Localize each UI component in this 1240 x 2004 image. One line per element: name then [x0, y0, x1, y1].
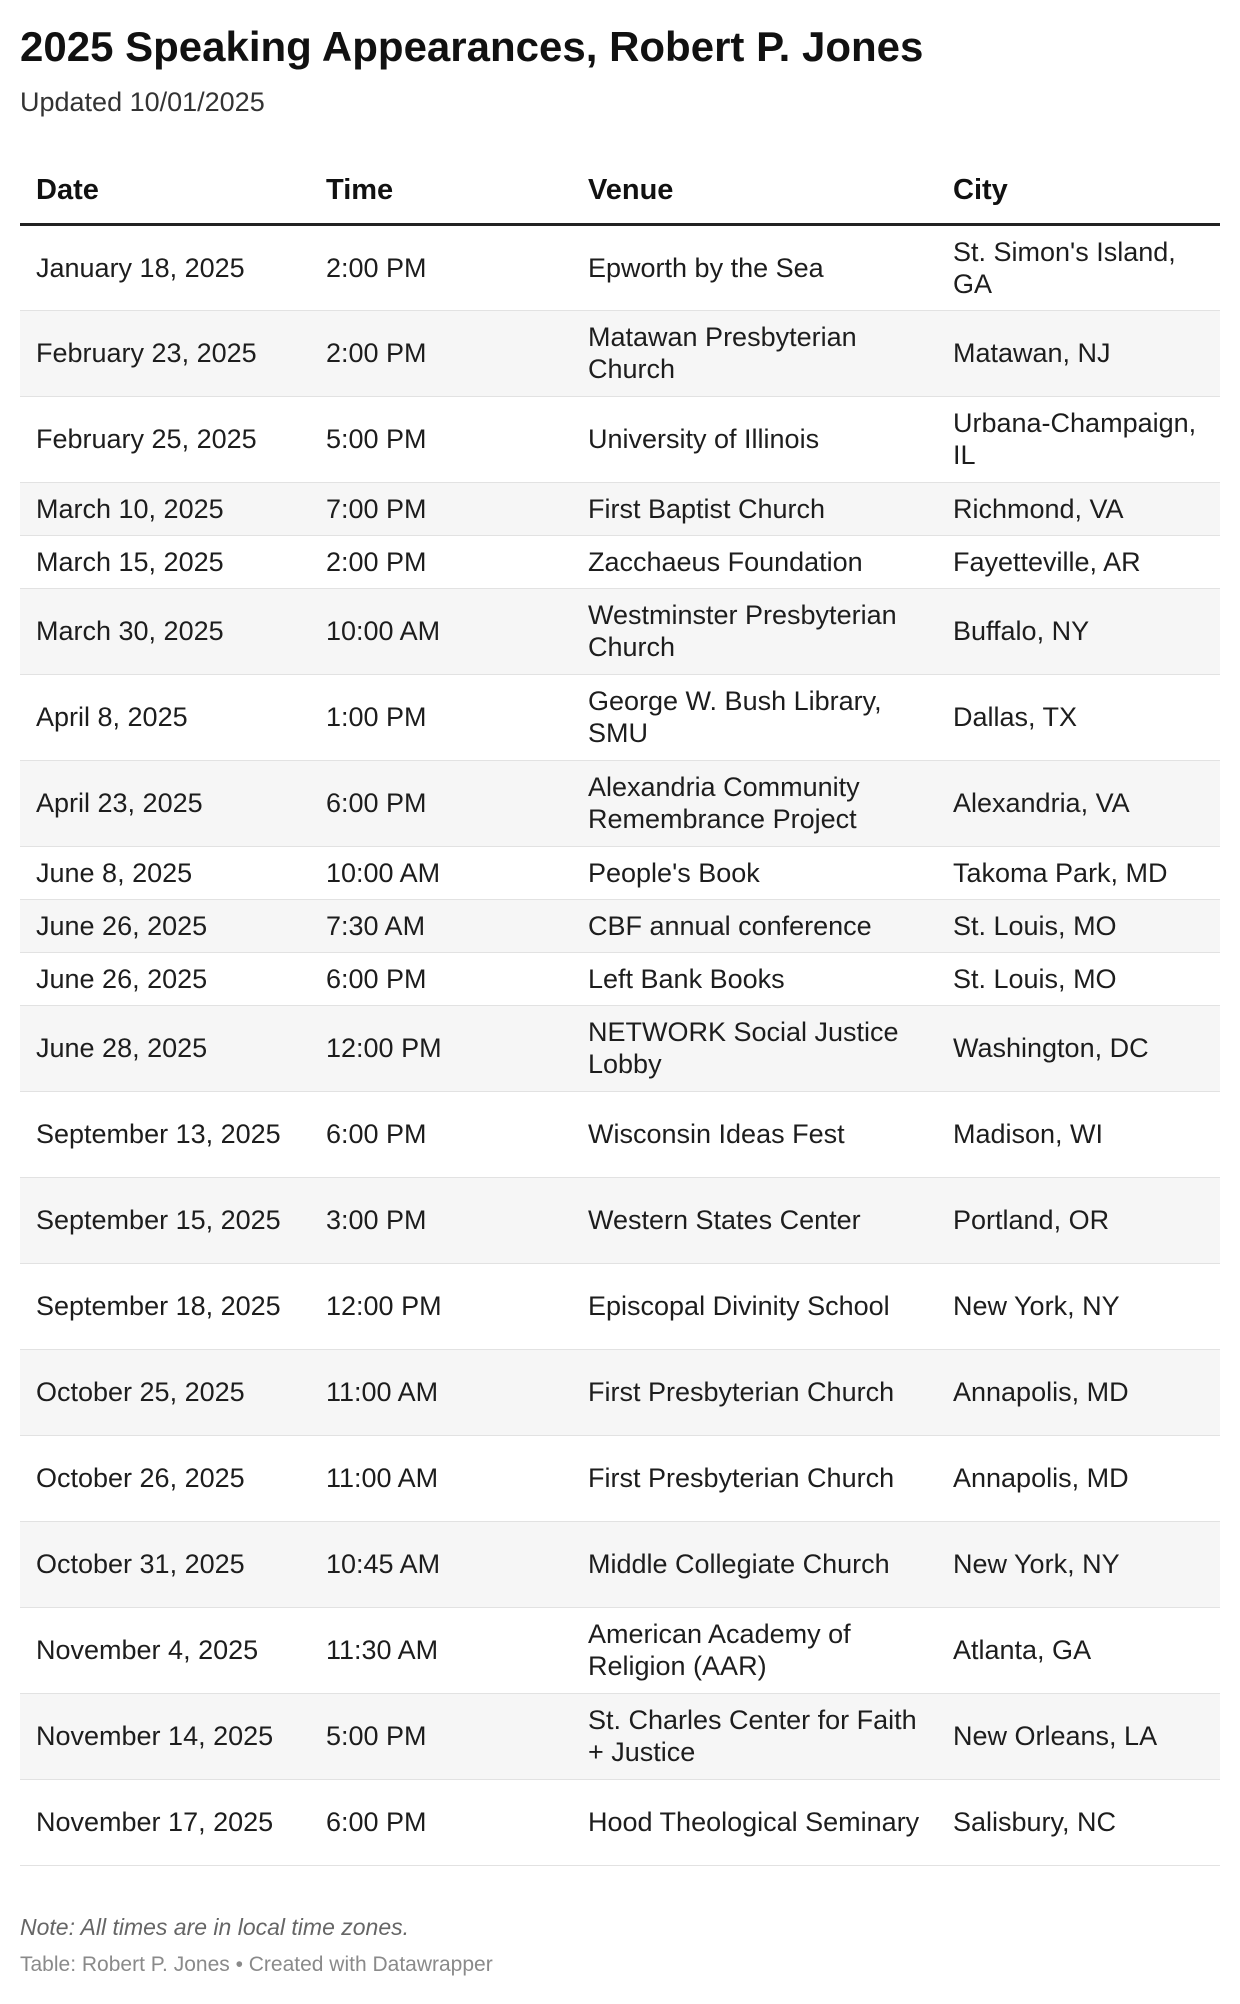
cell-city: Madison, WI [937, 1091, 1220, 1177]
cell-city: St. Louis, MO [937, 899, 1220, 952]
cell-time: 5:00 PM [310, 396, 572, 482]
cell-time: 11:00 AM [310, 1435, 572, 1521]
cell-time: 10:00 AM [310, 846, 572, 899]
cell-venue: Wisconsin Ideas Fest [572, 1091, 937, 1177]
cell-venue: Hood Theological Seminary [572, 1779, 937, 1865]
cell-date: November 17, 2025 [20, 1779, 310, 1865]
cell-city: Portland, OR [937, 1177, 1220, 1263]
updated-date: Updated 10/01/2025 [20, 87, 265, 118]
cell-date: June 8, 2025 [20, 846, 310, 899]
cell-time: 12:00 PM [310, 1005, 572, 1091]
table-row [20, 899, 1220, 952]
cell-city: Annapolis, MD [937, 1435, 1220, 1521]
cell-time: 3:00 PM [310, 1177, 572, 1263]
cell-date: November 4, 2025 [20, 1607, 310, 1693]
cell-venue: First Baptist Church [572, 482, 937, 535]
cell-venue: Western States Center [572, 1177, 937, 1263]
cell-venue: Zacchaeus Foundation [572, 535, 937, 588]
cell-city: Annapolis, MD [937, 1349, 1220, 1435]
source-credit: Table: Robert P. Jones • Created with Datawrapper [20, 1952, 493, 1976]
cell-date: September 18, 2025 [20, 1263, 310, 1349]
cell-venue: Alexandria Community Remembrance Project [572, 760, 937, 846]
table-row [20, 224, 1220, 310]
cell-time: 11:00 AM [310, 1349, 572, 1435]
cell-time: 6:00 PM [310, 1091, 572, 1177]
cell-date: October 31, 2025 [20, 1521, 310, 1607]
cell-venue: St. Charles Center for Faith + Justice [572, 1693, 937, 1779]
cell-date: January 18, 2025 [20, 224, 310, 310]
cell-time: 6:00 PM [310, 1779, 572, 1865]
table-row [20, 1521, 1220, 1607]
cell-date: April 23, 2025 [20, 760, 310, 846]
cell-venue: People's Book [572, 846, 937, 899]
cell-date: February 25, 2025 [20, 396, 310, 482]
cell-time: 12:00 PM [310, 1263, 572, 1349]
cell-city: Salisbury, NC [937, 1779, 1220, 1865]
table-row [20, 1779, 1220, 1865]
cell-time: 10:45 AM [310, 1521, 572, 1607]
cell-city: Dallas, TX [937, 674, 1220, 760]
table-row [20, 310, 1220, 396]
table-row [20, 1263, 1220, 1349]
cell-time: 7:30 AM [310, 899, 572, 952]
table-row [20, 1005, 1220, 1091]
table-row [20, 1607, 1220, 1693]
table-row [20, 535, 1220, 588]
cell-city: Atlanta, GA [937, 1607, 1220, 1693]
cell-city: Washington, DC [937, 1005, 1220, 1091]
cell-venue: Matawan Presbyterian Church [572, 310, 937, 396]
cell-time: 6:00 PM [310, 760, 572, 846]
cell-time: 7:00 PM [310, 482, 572, 535]
cell-date: June 26, 2025 [20, 899, 310, 952]
cell-venue: Westminster Presbyterian Church [572, 588, 937, 674]
table-row [20, 674, 1220, 760]
cell-city: St. Simon's Island, GA [937, 224, 1220, 310]
cell-date: March 10, 2025 [20, 482, 310, 535]
table-row [20, 396, 1220, 482]
cell-venue: First Presbyterian Church [572, 1435, 937, 1521]
table-row [20, 1349, 1220, 1435]
cell-time: 11:30 AM [310, 1607, 572, 1693]
cell-city: St. Louis, MO [937, 952, 1220, 1005]
cell-time: 10:00 AM [310, 588, 572, 674]
cell-time: 2:00 PM [310, 224, 572, 310]
cell-time: 2:00 PM [310, 310, 572, 396]
cell-city: Takoma Park, MD [937, 846, 1220, 899]
cell-date: November 14, 2025 [20, 1693, 310, 1779]
cell-date: March 15, 2025 [20, 535, 310, 588]
cell-venue: First Presbyterian Church [572, 1349, 937, 1435]
table-row [20, 846, 1220, 899]
cell-date: October 25, 2025 [20, 1349, 310, 1435]
cell-time: 2:00 PM [310, 535, 572, 588]
cell-venue: George W. Bush Library, SMU [572, 674, 937, 760]
table-row [20, 1177, 1220, 1263]
cell-city: Richmond, VA [937, 482, 1220, 535]
cell-date: October 26, 2025 [20, 1435, 310, 1521]
cell-time: 6:00 PM [310, 952, 572, 1005]
table-row [20, 1693, 1220, 1779]
cell-city: Matawan, NJ [937, 310, 1220, 396]
cell-city: New York, NY [937, 1521, 1220, 1607]
cell-city: Fayetteville, AR [937, 535, 1220, 588]
cell-city: Alexandria, VA [937, 760, 1220, 846]
cell-venue: American Academy of Religion (AAR) [572, 1607, 937, 1693]
column-header-time[interactable]: Time [310, 161, 572, 225]
cell-time: 5:00 PM [310, 1693, 572, 1779]
cell-venue: Middle Collegiate Church [572, 1521, 937, 1607]
table-body [20, 224, 1220, 1865]
cell-date: September 13, 2025 [20, 1091, 310, 1177]
table-row [20, 1091, 1220, 1177]
cell-date: March 30, 2025 [20, 588, 310, 674]
cell-date: September 15, 2025 [20, 1177, 310, 1263]
footnote: Note: All times are in local time zones. [20, 1913, 410, 1940]
cell-venue: NETWORK Social Justice Lobby [572, 1005, 937, 1091]
cell-city: Buffalo, NY [937, 588, 1220, 674]
cell-venue: Left Bank Books [572, 952, 937, 1005]
column-header-venue[interactable]: Venue [572, 161, 937, 225]
cell-date: June 26, 2025 [20, 952, 310, 1005]
cell-venue: Epworth by the Sea [572, 224, 937, 310]
table-row [20, 482, 1220, 535]
cell-time: 1:00 PM [310, 674, 572, 760]
table-header-row [20, 161, 1220, 225]
table-row [20, 588, 1220, 674]
cell-city: Urbana-Champaign, IL [937, 396, 1220, 482]
cell-date: April 8, 2025 [20, 674, 310, 760]
page-title: 2025 Speaking Appearances, Robert P. Jones [20, 23, 924, 70]
cell-venue: Episcopal Divinity School [572, 1263, 937, 1349]
cell-date: June 28, 2025 [20, 1005, 310, 1091]
cell-city: New Orleans, LA [937, 1693, 1220, 1779]
appearances-table [20, 161, 1220, 1866]
cell-venue: CBF annual conference [572, 899, 937, 952]
table-row [20, 1435, 1220, 1521]
column-header-date[interactable]: Date [20, 161, 310, 225]
cell-city: New York, NY [937, 1263, 1220, 1349]
table-row [20, 952, 1220, 1005]
cell-date: February 23, 2025 [20, 310, 310, 396]
cell-venue: University of Illinois [572, 396, 937, 482]
table-row [20, 760, 1220, 846]
column-header-city[interactable]: City [937, 161, 1220, 225]
